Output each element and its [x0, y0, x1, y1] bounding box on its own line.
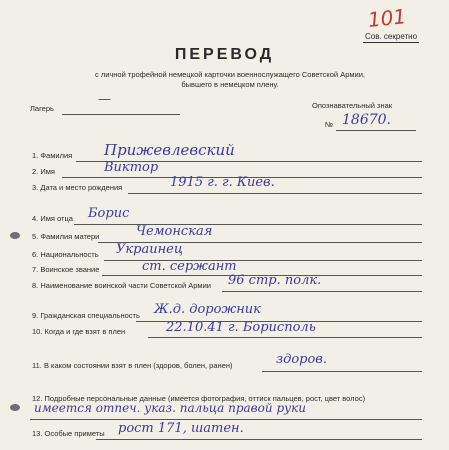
field-8-value: 96 стр. полк.	[228, 273, 322, 288]
record-number-stamp: 101	[366, 4, 408, 33]
field-10-value: 22.10.41 г. Борисполь	[166, 320, 316, 335]
field-6-value: Украинец	[116, 242, 183, 257]
field-5-label: 5. Фамилия матери	[32, 232, 100, 241]
field-6-label: 6. Национальность	[32, 250, 99, 259]
subtitle-line-2: бывшего в немецком плену.	[181, 80, 279, 89]
field-13-value: рост 171, шатен.	[118, 421, 244, 436]
field-12-line	[30, 419, 422, 420]
field-1-value: Прижевлевский	[104, 141, 235, 159]
identifier-no-label: №	[325, 120, 334, 129]
field-4-value: Борис	[88, 206, 130, 221]
field-2-label: 2. Имя	[32, 167, 55, 176]
field-3-label: 3. Дата и место рождения	[32, 183, 123, 192]
field-5-value: Чемонская	[136, 224, 213, 239]
field-4-line	[74, 224, 422, 225]
field-4-label: 4. Имя отца	[32, 214, 73, 223]
camp-value: —	[98, 92, 111, 107]
field-13-label: 13. Особые приметы	[32, 429, 105, 438]
field-10-label: 10. Когда и где взят в плен	[32, 327, 126, 336]
field-11-label: 11. В каком состоянии взят в плен (здоров, болен, ранен)	[32, 361, 233, 370]
field-3-value: 1915 г. г. Киев.	[170, 175, 275, 190]
field-11-line	[262, 371, 422, 372]
field-1-label: 1. Фамилия	[32, 151, 73, 160]
document-title: ПЕРЕВОД	[174, 46, 275, 63]
field-2-value: Виктор	[104, 160, 159, 175]
identifier-underline	[336, 130, 416, 131]
field-13-line	[96, 439, 422, 440]
field-9-label: 9. Гражданская специальность	[32, 311, 140, 320]
punch-hole-bottom	[10, 404, 20, 411]
subtitle-line-1: с личной трофейной немецкой карточки военнослужащего Советской Армии,	[94, 70, 366, 79]
field-7-label: 7. Воинское звание	[32, 265, 100, 274]
field-8-line	[222, 291, 422, 292]
identifier-label: Опознавательный знак	[312, 101, 393, 110]
field-7-value: ст. сержант	[142, 259, 237, 274]
punch-hole-top	[10, 232, 20, 239]
document-subtitle	[40, 70, 420, 90]
identifier-value: 18670.	[342, 112, 391, 128]
field-9-value: Ж.д. дорожник	[154, 302, 261, 317]
secrecy-label: Сов. секретно	[365, 32, 418, 41]
field-12-value: имеется отпеч. указ. пальца правой руки	[34, 401, 306, 415]
field-8-label: 8. Наименование воинской части Советской Армии	[32, 281, 211, 290]
camp-label: Лагерь	[30, 104, 54, 113]
field-10-line	[148, 337, 422, 338]
field-11-value: здоров.	[276, 352, 328, 367]
field-3-line	[128, 193, 422, 194]
camp-underline	[62, 114, 180, 115]
field-12-label: 12. Подробные персональные данные (имеется фотография, оттиск пальцев, рост, цвет волос)	[32, 394, 366, 403]
